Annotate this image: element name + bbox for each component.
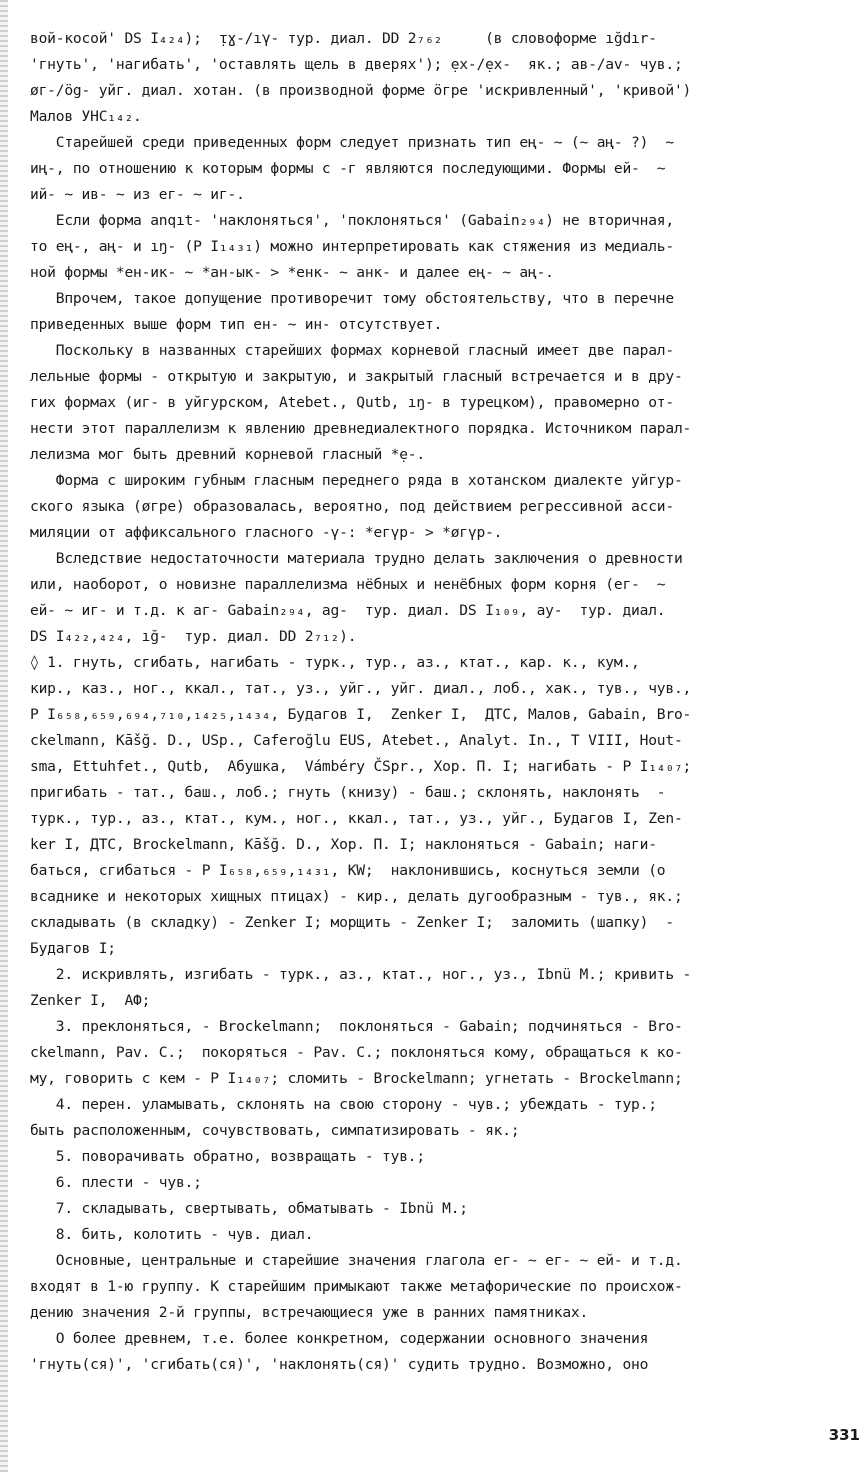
paragraph-p2: Старейшей среди приведенных форм следует признать тип ең- ~ (~ аң- ?) ~ иң-, по отношению к которым формы с -г являются последующими. Формы ей- ~ ий- ~ ив- ~ из ег- ~ иг-. xyxy=(30,134,674,203)
page-body xyxy=(30,26,852,1378)
paragraph-p5: Поскольку в названных старейших формах корневой гласный имеет две парал- лельные формы - открытую и закрытую, и закрытый гласный встречается и в дру- гих формах (иг- в уйгурском, Atebet., Qutb, ıŋ- в турецком), правомерно от- нести этот параллелизм к явлению древнедиалектного порядка. Источником парал- лелизма мог быть древний корневой гласный *ẹ-. xyxy=(30,342,692,463)
page-number: 331 xyxy=(828,1426,860,1444)
paragraph-p10: 3. преклоняться, - Brockelmann; поклоняться - Gabain; подчиняться - Bro- ckelmann, Pav. C.; покоряться - Pav. C.; поклоняться кому, обращаться к ко- му, говорить с кем - Р I₁₄₀₇; сломить - Brockelmann; угнетать - Brockelmann; xyxy=(30,1018,683,1087)
paragraph-p17: О более древнем, т.е. более конкретном, содержании основного значения 'гнуть(ся)', 'сгибать(ся)', 'наклонять(ся)' судить трудно. Возможно, оно xyxy=(30,1330,649,1373)
paragraph-p1: вой-косой' DS I₄₂₄); ᴉɣ-/ıγ- тур. диал. DD 2₇₆₂ (в словоформе ığdır- 'гнуть', 'нагибать', 'оставлять щель в дверях'); ẹx-/ẹx- як.; aв-/av- чув.; øг-/ög- уйг. диал. хотан. (в производной форме öгре 'искривленный', 'кривой') Малов УНС₁₄₂. xyxy=(30,30,692,125)
paragraph-p8: ◊ 1. гнуть, сгибать, нагибать - турк., тур., аз., ктат., кар. к., кум., кир., каз., ног., ккал., тат., уз., уйг., уйг. диал., лоб., хак., тув., чув., Р I₆₅₈,₆₅₉,₆₉₄,₇₁₀,₁₄₂₅,₁₄₃₄, Будагов I, Zenker I, ДТС, Малов, Gabain, Bro- ckelmann, Kāšğ. D., USp., Caferoğlu EUS, Atebet., Analyt. In., Т VIII, Hout- sma, Ettuhfet., Qutb, Абушка, Vámbéry ČSpr., Хор. П. I; нагибать - Р I₁₄₀₇; пригибать - тат., баш., лоб.; гнуть (книзу) - баш.; склонять, наклонять - турк., тур., аз., ктат., кум., ног., ккал., тат., уз., уйг., Будагов I, Zen- ker I, ДТС, Brockelmann, Kāšğ. D., Хор. П. I; наклоняться - Gabain; наги- баться, сгибаться - Р I₆₅₈,₆₅₉,₁₄₃₁, KW; наклонившись, коснуться земли (о всаднике и некоторых хищных птицах) - кир., делать дугообразным - тув., як.; складывать (в складку) - Zenker I; морщить - Zenker I; заломить (шапку) - Будагов I; xyxy=(30,654,692,957)
paragraph-p12: 5. поворачивать обратно, возвращать - тув.; xyxy=(30,1148,425,1165)
paragraph-p3: Если форма anqıt- 'наклоняться', 'поклоняться' (Gabain₂₉₄) не вторичная, то ең-, аң- и ıŋ- (Р I₁₄₃₁) можно интерпретировать как стяжения из медиаль- ной формы *ен-ик- ~ *ан-ык- > *енк- ~ анк- и далее ең- ~ аң-. xyxy=(30,212,674,281)
paragraph-p11: 4. перен. уламывать, склонять на свою сторону - чув.; убеждать - тур.; быть расположенным, сочувствовать, симпатизировать - як.; xyxy=(30,1096,657,1139)
paragraph-p15: 8. бить, колотить - чув. диал. xyxy=(30,1226,314,1243)
paragraph-p7: Вследствие недостаточности материала трудно делать заключения о древности или, наоборот, о новизне параллелизма нёбных и ненёбных форм корня (ег- ~ ей- ~ иг- и т.д. к аг- Gabain₂₉₄, ag- тур. диал. DS I₁₀₉, ay- тур. диал. DS I₄₂₂,₄₂₄, ığ- тур. диал. DD 2₇₁₂). xyxy=(30,550,683,645)
paragraph-p16: Основные, центральные и старейшие значения глагола ег- ~ ег- ~ ей- и т.д. входят в 1-ю группу. К старейшим примыкают также метафорические по происхож- дению значения 2-й группы, встречающиеся уже в ранних памятниках. xyxy=(30,1252,683,1321)
scan-edge xyxy=(0,0,8,1472)
paragraph-p4: Впрочем, такое допущение противоречит тому обстоятельству, что в перечне приведенных выше форм тип ен- ~ ин- отсутствует. xyxy=(30,290,674,333)
paragraph-p14: 7. складывать, свертывать, обматывать - Ibnü M.; xyxy=(30,1200,468,1217)
paragraph-p13: 6. плести - чув.; xyxy=(30,1174,202,1191)
paragraph-p9: 2. искривлять, изгибать - турк., аз., ктат., ног., уз., Ibnü M.; кривить - Zenker I, АФ; xyxy=(30,966,692,1009)
paragraph-p6: Форма с широким губным гласным переднего ряда в хотанском диалекте уйгур- ского языка (øгре) образовалась, вероятно, под действием регрессивной асси- миляции от аффиксального гласного -ү-: *егүр- > *øгүр-. xyxy=(30,472,683,541)
